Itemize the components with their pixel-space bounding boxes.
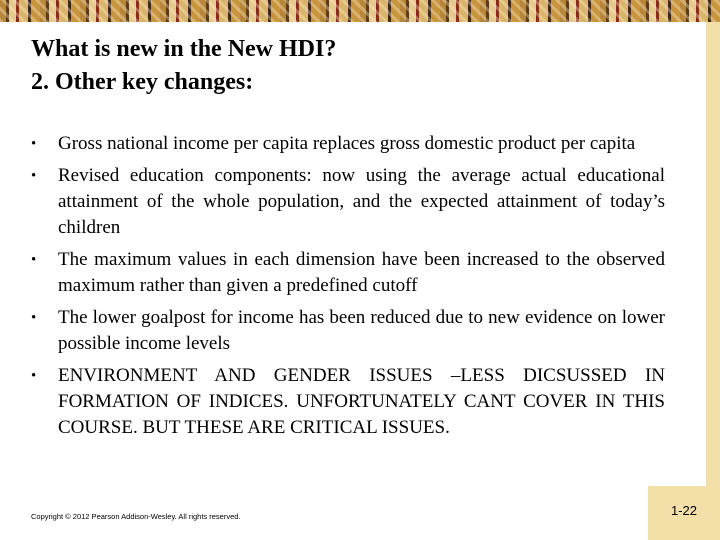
bullet-item [31, 305, 665, 357]
bullet-list [31, 131, 665, 447]
bullet-marker: • [31, 136, 37, 152]
bullet-text: Revised education components: now using the average actual educational attainment of the whole population, and the expected attainment of today’s children [58, 165, 665, 238]
bullet-marker: • [31, 368, 37, 384]
bullet-item [31, 247, 665, 299]
decorative-right-strip [706, 22, 720, 540]
bullet-item [31, 131, 665, 157]
bullet-marker: • [31, 310, 37, 326]
slide-title-line-1: What is new in the New HDI? [31, 36, 337, 62]
bullet-text: The lower goalpost for income has been reduced due to new evidence on lower possible income levels [58, 307, 665, 354]
bullet-item [31, 163, 665, 241]
bullet-text: ENVIRONMENT AND GENDER ISSUES –LESS DICSUSSED IN FORMATION OF INDICES. UNFORTUNATELY CANT COVER IN THIS COURSE. BUT THESE ARE CRITICAL ISSUES. [58, 365, 665, 438]
bullet-text: The maximum values in each dimension have been increased to the observed maximum rather than given a predefined cutoff [58, 249, 665, 296]
bullet-item [31, 363, 665, 441]
bullet-marker: • [31, 168, 37, 184]
copyright-notice: Copyright © 2012 Pearson Addison-Wesley. All rights reserved. [31, 512, 241, 521]
page-number: 1-22 [670, 503, 698, 518]
slide-title-line-2: 2. Other key changes: [31, 69, 254, 95]
page-number-badge [648, 486, 720, 540]
slide-title [31, 33, 671, 99]
decorative-top-border [0, 0, 720, 22]
bullet-marker: • [31, 252, 37, 268]
bullet-text: Gross national income per capita replaces gross domestic product per capita [58, 133, 636, 154]
